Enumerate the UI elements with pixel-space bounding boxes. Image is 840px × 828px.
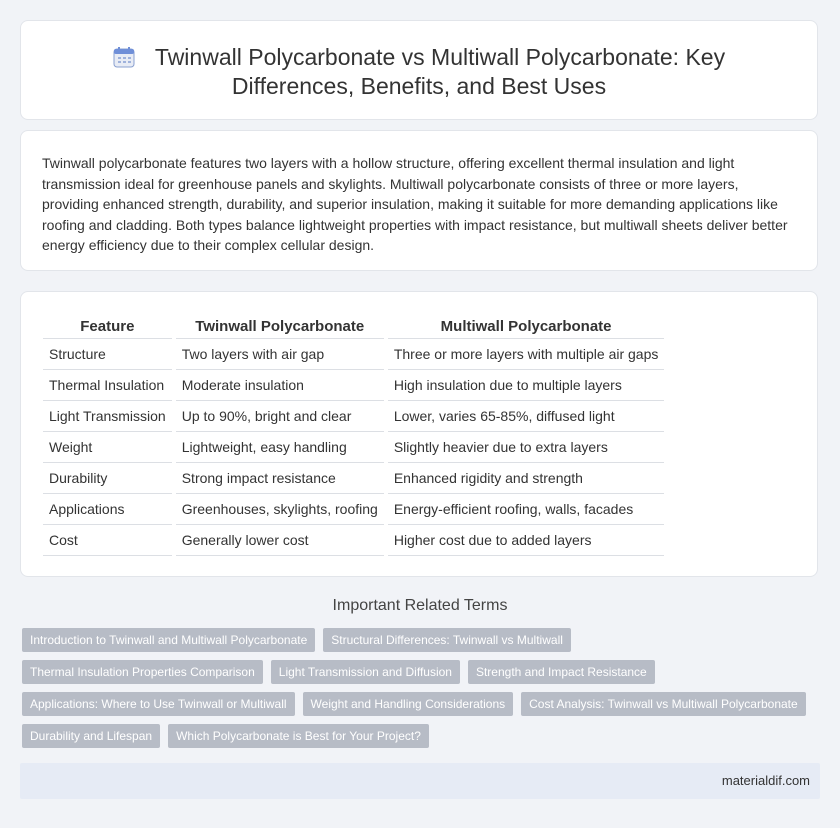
feature-cell: Structure (43, 339, 172, 370)
table-row (43, 463, 664, 494)
page-title (61, 43, 777, 101)
twinwall-cell: Generally lower cost (176, 525, 384, 556)
twinwall-cell: Moderate insulation (176, 370, 384, 401)
related-term-tag[interactable]: Structural Differences: Twinwall vs Multiwall (323, 628, 571, 652)
multiwall-cell: Energy-efficient roofing, walls, facades (388, 494, 665, 525)
calendar-icon (113, 46, 135, 68)
feature-cell: Light Transmission (43, 401, 172, 432)
feature-cell: Thermal Insulation (43, 370, 172, 401)
intro-paragraph: Twinwall polycarbonate features two layers with a hollow structure, offering excellent thermal insulation and light transmission ideal for greenhouse panels and skylights. Multiwall polycarbonate consists of three or more layers, providing enhanced strength, durability, and superior insulation, making it suitable for more demanding applications like roofing and cladding. Both types balance lightweight properties with impact resistance, but multiwall sheets deliver better energy efficiency due to their complex cellular design. (42, 155, 788, 253)
column-header-multiwall: Multiwall Polycarbonate (388, 314, 665, 339)
table-row (43, 494, 664, 525)
related-term-tag[interactable]: Light Transmission and Diffusion (271, 660, 460, 684)
table-header-row (43, 314, 664, 339)
title-row (61, 43, 777, 101)
related-terms-tags (22, 628, 822, 756)
tag-row (22, 724, 822, 756)
table-row (43, 401, 664, 432)
feature-cell: Cost (43, 525, 172, 556)
related-term-tag[interactable]: Applications: Where to Use Twinwall or Multiwall (22, 692, 295, 716)
table-row (43, 432, 664, 463)
column-header-twinwall: Twinwall Polycarbonate (176, 314, 384, 339)
related-term-tag[interactable]: Strength and Impact Resistance (468, 660, 655, 684)
related-term-tag[interactable]: Introduction to Twinwall and Multiwall Polycarbonate (22, 628, 315, 652)
related-term-tag[interactable]: Which Polycarbonate is Best for Your Project? (168, 724, 429, 748)
tag-row (22, 628, 822, 660)
comparison-table-card (20, 291, 818, 577)
comparison-table (43, 314, 664, 556)
header-card (20, 20, 818, 120)
multiwall-cell: Lower, varies 65-85%, diffused light (388, 401, 665, 432)
footer (20, 763, 820, 799)
table-row (43, 370, 664, 401)
feature-cell: Applications (43, 494, 172, 525)
column-header-feature: Feature (43, 314, 172, 339)
multiwall-cell: Slightly heavier due to extra layers (388, 432, 665, 463)
twinwall-cell: Lightweight, easy handling (176, 432, 384, 463)
multiwall-cell: Three or more layers with multiple air gaps (388, 339, 665, 370)
twinwall-cell: Strong impact resistance (176, 463, 384, 494)
table-row (43, 525, 664, 556)
twinwall-cell: Up to 90%, bright and clear (176, 401, 384, 432)
tag-row (22, 660, 822, 692)
multiwall-cell: High insulation due to multiple layers (388, 370, 665, 401)
related-term-tag[interactable]: Cost Analysis: Twinwall vs Multiwall Polycarbonate (521, 692, 806, 716)
related-terms-title: Important Related Terms (332, 597, 508, 614)
related-term-tag[interactable]: Durability and Lifespan (22, 724, 160, 748)
page-title-text: Twinwall Polycarbonate vs Multiwall Polycarbonate: Key Differences, Benefits, and Best Uses (154, 44, 726, 99)
table-body (43, 339, 664, 556)
twinwall-cell: Two layers with air gap (176, 339, 384, 370)
related-term-tag[interactable]: Thermal Insulation Properties Comparison (22, 660, 263, 684)
feature-cell: Durability (43, 463, 172, 494)
intro-card (20, 130, 818, 271)
multiwall-cell: Enhanced rigidity and strength (388, 463, 665, 494)
multiwall-cell: Higher cost due to added layers (388, 525, 665, 556)
twinwall-cell: Greenhouses, skylights, roofing (176, 494, 384, 525)
table-row (43, 339, 664, 370)
tag-row (22, 692, 822, 724)
related-term-tag[interactable]: Weight and Handling Considerations (303, 692, 514, 716)
feature-cell: Weight (43, 432, 172, 463)
footer-site-link[interactable]: materialdif.com (721, 773, 810, 788)
